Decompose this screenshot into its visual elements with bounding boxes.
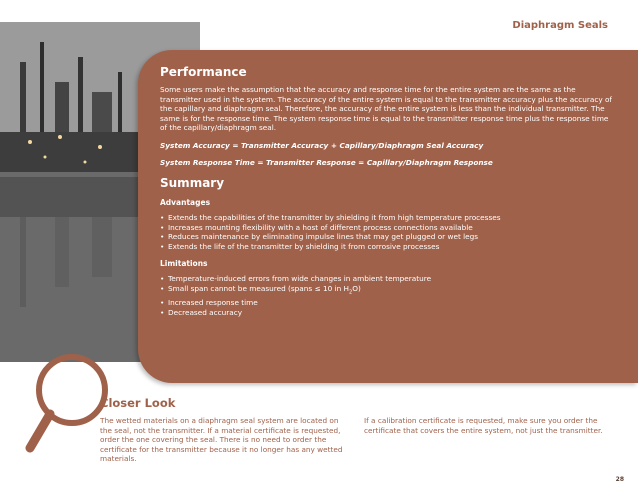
closer-look-right: If a calibration certificate is requested, make sure you order the certificate that covers the entire system, not just the transmitter. xyxy=(364,416,603,435)
list-item: • Decreased accuracy xyxy=(160,307,243,317)
advantages-label: Advantages xyxy=(160,197,211,207)
formula-accuracy: System Accuracy = Transmitter Accuracy + Capillary/Diaphragm Seal Accuracy xyxy=(160,140,484,150)
bullet-icon: • xyxy=(160,212,165,222)
bullet-icon: • xyxy=(160,232,165,242)
bullet-icon: • xyxy=(160,283,165,293)
bullet-icon: • xyxy=(160,274,165,284)
summary-title: Summary xyxy=(160,175,225,190)
subscript: 2 xyxy=(349,289,353,296)
advantages-list xyxy=(160,213,616,251)
list-item: • Increases mounting flexibility with a host of different process connections available xyxy=(160,222,473,232)
bullet-icon: • xyxy=(160,297,165,307)
list-item: • Increased response time xyxy=(160,297,258,307)
list-item: • Extends the capabilities of the transmitter by shielding it from high temperature processes xyxy=(160,212,501,222)
list-item: • Temperature-induced errors from wide changes in ambient temperature xyxy=(160,274,432,284)
page-number: 28 xyxy=(615,476,624,483)
bullet-icon: • xyxy=(160,307,165,317)
formula-response: System Response Time = Transmitter Response = Capillary/Diaphragm Response xyxy=(160,157,493,167)
limitations-list xyxy=(160,274,616,317)
content-panel xyxy=(138,50,638,383)
performance-title: Performance xyxy=(160,65,247,79)
list-item: • Reduces maintenance by eliminating impulse lines that may get plugged or wet legs xyxy=(160,232,479,242)
list-item: • Small span cannot be measured (spans ≤ 10 in $H_2O$) xyxy=(160,283,361,296)
bullet-icon: • xyxy=(160,222,165,232)
closer-look-left: The wetted materials on a diaphragm seal system are located on the seal, not the transmitter. If a material certificate is requested, order the one covering the seal. There is no need to order the certificate for the transmitter because it no longer has any wetted materials. xyxy=(100,416,343,464)
limitations-label: Limitations xyxy=(160,259,208,269)
closer-look-title: Closer Look xyxy=(100,396,176,410)
header-title: Diaphragm Seals xyxy=(512,20,608,31)
list-item: • Extends the life of the transmitter by shielding it from corrosive processes xyxy=(160,241,440,251)
bullet-icon: • xyxy=(160,241,165,251)
performance-body: Some users make the assumption that the accuracy and response time for the entire system are the same as the transmitter used in the system. The accuracy of the entire system is equal to the transmitter accuracy plus the accuracy of the capillary and diaphragm seal. Therefore, the accuracy of the entire system is less than the individual transmitter. The same is for the response time. The system response time is equal to the transmitter response time plus the response time of the capillary/diaphragm seal. xyxy=(160,85,612,133)
